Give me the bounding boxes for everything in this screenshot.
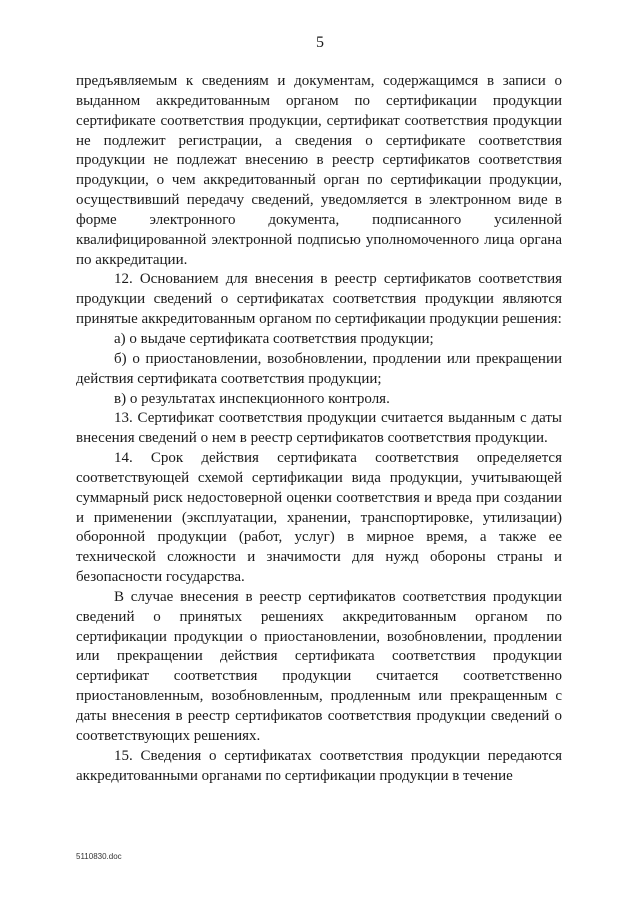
footer-file-code: 5110830.doc — [76, 852, 122, 861]
document-body — [76, 72, 562, 786]
list-item-b: б) о приостановлении, возобновлении, продлении или прекращении действия сертификата соответствия продукции; — [76, 350, 562, 387]
list-item-a: а) о выдаче сертификата соответствия продукции; — [114, 330, 434, 347]
page-number: 5 — [316, 34, 324, 51]
paragraph-14: 14. Срок действия сертификата соответствия определяется соответствующей схемой сертификации вида продукции, учитывающей суммарный риск недостоверной оценки соответствия и вреда при создании и применении (эксплуатации, хранении, транспортировке, утилизации) оборонной продукции (работ, услуг) в мирное время, а также ее технической сложности и значимости для нужд обороны страны и безопасности государства. — [76, 450, 562, 586]
paragraph-12: 12. Основанием для внесения в реестр сертификатов соответствия продукции сведений о сертификатах соответствия продукции являются принятые аккредитованным органом по сертификации продукции решения: — [76, 271, 562, 328]
paragraph-15: 15. Сведения о сертификатах соответствия продукции передаются аккредитованными органами по сертификации продукции в течение — [76, 747, 562, 784]
paragraph-13: 13. Сертификат соответствия продукции считается выданным с даты внесения сведений о нем в реестр сертификатов соответствия продукции. — [76, 410, 562, 447]
paragraph-continuation: предъявляемым к сведениям и документам, содержащимся в записи о выданном аккредитованным органом по сертификации продукции сертификате соответствия продукции, сертификат соответствия продукции не подлежит регистрации, а сведения о сертификате соответствия продукции не подлежат внесению в реестр сертификатов соответствия продукции, о чем аккредитованный орган по сертификации продукции, осуществивший передачу сведений, уведомляется в электронном виде в форме электронного документа, подписанного усиленной квалифицированной электронной подписью уполномоченного лица органа по аккредитации. — [76, 73, 562, 268]
list-item-v: в) о результатах инспекционного контроля. — [114, 390, 390, 407]
paragraph-14-second: В случае внесения в реестр сертификатов соответствия продукции сведений о принятых решениях аккредитованным органом по сертификации продукции о приостановлении, возобновлении, продлении или прекращении действия сертификата соответствия продукции сертификат соответствия продукции считается соответственно приостановленным, возобновленным, продленным или прекращенным с даты внесения в реестр сертификатов соответствия продукции сведений о соответствующих решениях. — [76, 588, 562, 744]
